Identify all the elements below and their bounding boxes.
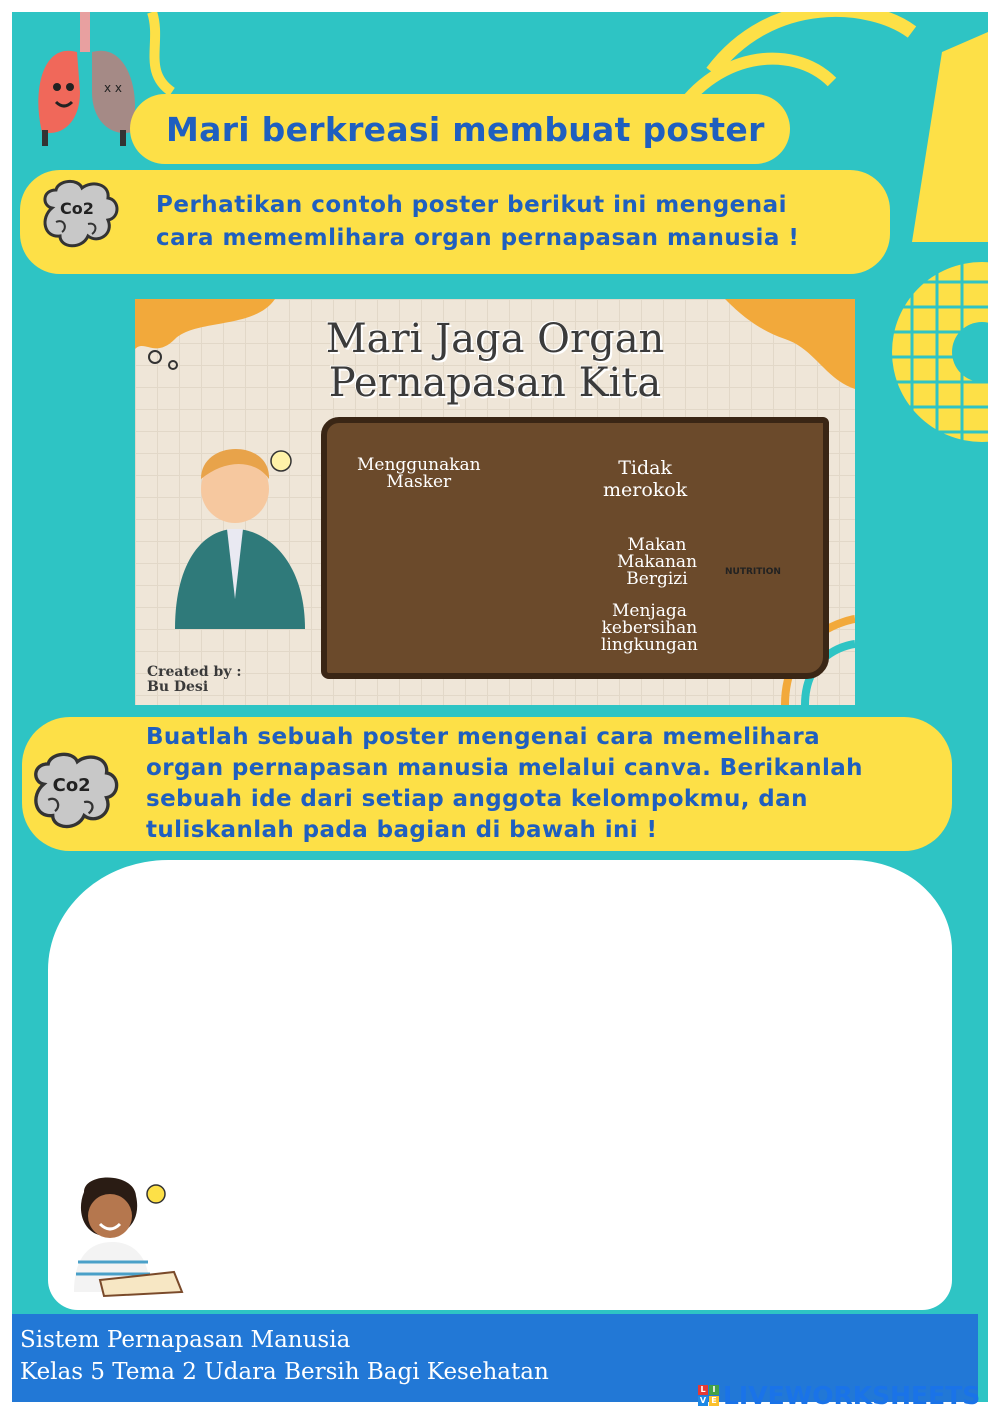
poster-credit-line: Bu Desi <box>147 679 209 695</box>
nutrition-label: NUTRITION <box>725 567 781 577</box>
tip-masker-line: Menggunakan <box>357 455 481 475</box>
instruction-2-line: tuliskanlah pada bagian di bawah ini ! <box>146 817 658 843</box>
instruction-2-line: sebuah ide dari setiap anggota kelompokmu, dan <box>146 786 808 812</box>
co2-label: Co2 <box>60 199 94 218</box>
tip-masker-line: Masker <box>386 472 452 492</box>
poster-credit-line: Created by : <box>147 664 242 680</box>
footer-subject: Sistem Pernapasan Manusia <box>20 1327 351 1353</box>
tip-makan-line: Makanan <box>617 552 698 572</box>
instruction-2-line: organ pernapasan manusia melalui canva. Berikanlah <box>146 755 863 781</box>
svg-text:x x: x x <box>104 81 123 95</box>
poster-title <box>135 317 855 405</box>
tip-makan-line: Makan <box>627 535 687 555</box>
tip-kebersihan-line: kebersihan <box>601 618 698 638</box>
tip-merokok-line: Tidak <box>618 457 672 479</box>
co2-cloud-icon <box>38 178 120 252</box>
tip-masker <box>357 457 481 491</box>
student-writing-icon <box>64 1172 188 1298</box>
footer-class: Kelas 5 Tema 2 Udara Bersih Bagi Kesehatan <box>20 1359 549 1385</box>
instruction-banner-2 <box>22 717 952 851</box>
liveworksheets-logo <box>698 1380 980 1410</box>
tip-kebersihan <box>601 603 698 654</box>
tip-kebersihan-line: lingkungan <box>601 635 698 655</box>
tip-makan <box>617 537 697 588</box>
watermark-text: LIVEWORKSHEETS <box>723 1380 981 1410</box>
instruction-2-text <box>146 722 863 846</box>
instruction-banner-1 <box>20 170 890 274</box>
page-title: Mari berkreasi membuat poster <box>166 109 765 149</box>
tip-merokok-line: merokok <box>603 479 688 501</box>
example-poster <box>135 299 855 705</box>
tip-makan-line: Bergizi <box>626 569 688 589</box>
co2-cloud-icon <box>28 750 120 834</box>
instruction-1-text <box>156 189 799 255</box>
instruction-1-line: Perhatikan contoh poster berikut ini mengenai <box>156 192 788 218</box>
co2-label: Co2 <box>52 774 91 796</box>
tip-kebersihan-line: Menjaga <box>612 601 687 621</box>
poster-title-line: Pernapasan Kita <box>328 360 662 406</box>
instruction-2-line: Buatlah sebuah poster mengenai cara memelihara <box>146 724 821 750</box>
instruction-1-line: cara mememlihara organ pernapasan manusia ! <box>156 225 800 251</box>
worksheet-page <box>12 12 988 1402</box>
tip-merokok <box>603 457 687 501</box>
poster-credit <box>147 665 242 695</box>
title-banner <box>130 94 790 164</box>
liveworksheets-badge-icon: L I V E <box>698 1385 719 1406</box>
poster-title-line: Mari Jaga Organ <box>325 316 665 362</box>
